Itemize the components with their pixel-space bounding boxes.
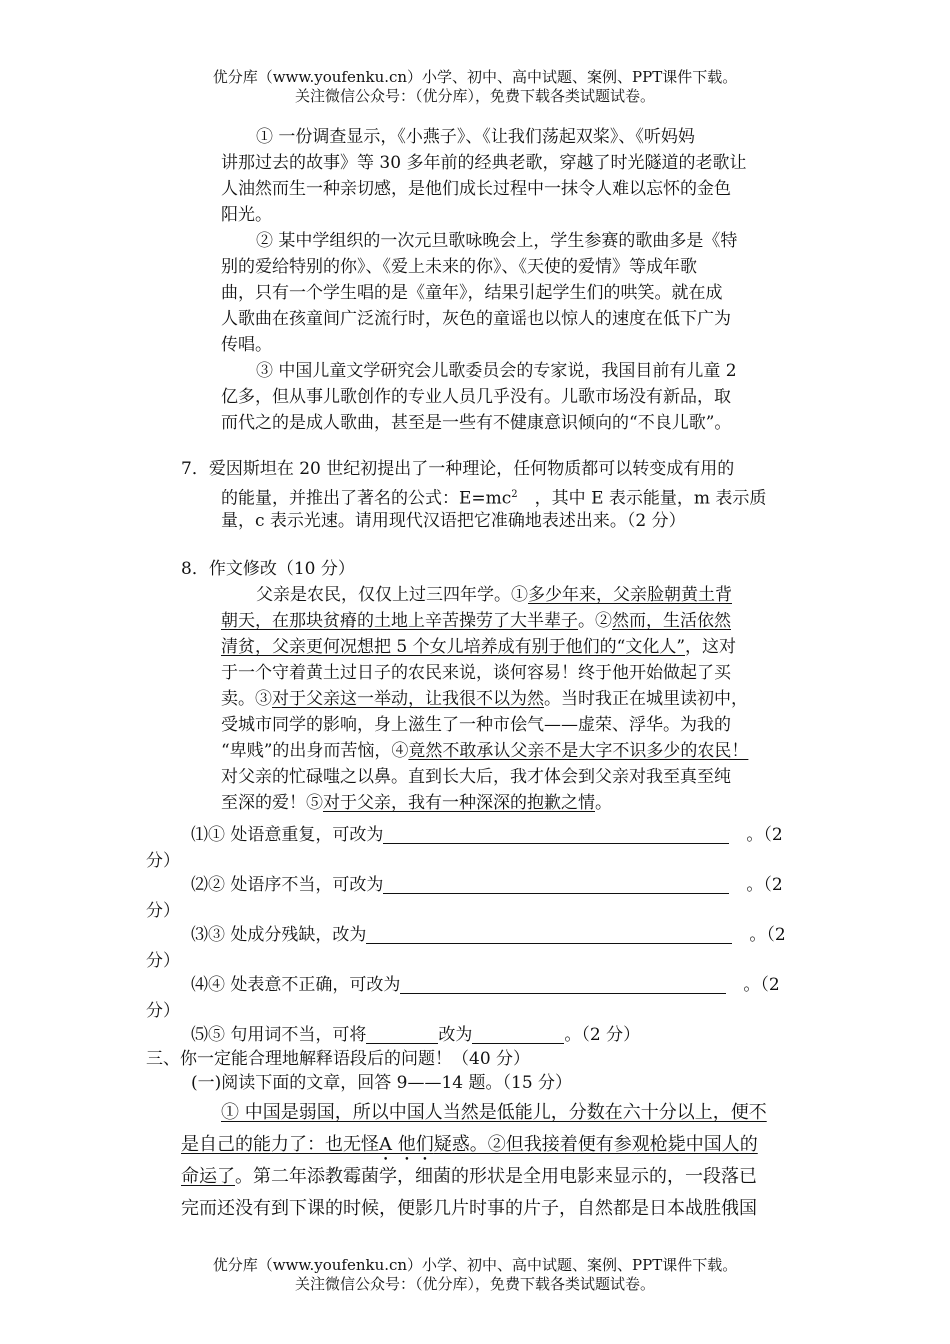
answer-blank[interactable] bbox=[366, 1025, 438, 1044]
q8-text: “卑贱”的出身而苦恼，④ bbox=[221, 741, 409, 761]
q7-line: 7．爱因斯坦在 20 世纪初提出了一种理论，任何物质都可以转变成有用的 bbox=[181, 459, 735, 479]
sub-question-text: ⑸⑤ 句用词不当，可将 bbox=[191, 1025, 367, 1045]
material-line: 人歌曲在孩童间广泛流行时，灰色的童谣也以惊人的速度在低下广为 bbox=[221, 309, 731, 329]
header-line-1: 优分库（www.youfenku.cn）小学、初中、高中试题、案例、PPT课件下载。 bbox=[212, 68, 738, 86]
material-line: ② 某中学组织的一次元旦歌咏晚会上，学生参赛的歌曲多是《特 bbox=[256, 231, 738, 251]
answer-blank[interactable] bbox=[383, 875, 729, 894]
q8-line bbox=[221, 686, 748, 712]
reading-underlined-text: 是自己的能力了：也无怪 bbox=[181, 1134, 379, 1155]
reading-underlined-text: 疑惑。②但我接着便有参观枪毙中国人的 bbox=[433, 1134, 758, 1155]
section-title: 三、你一定能合理地解释语段后的问题！（40 分） bbox=[146, 1049, 531, 1069]
material-line: ③ 中国儿童文学研究会儿歌委员会的专家说，我国目前有儿童 2 bbox=[256, 361, 737, 381]
q8-underlined-text: 竟然不敢承认父亲不是大字不识多少的农民！ bbox=[408, 741, 749, 761]
sub-question-1 bbox=[191, 822, 783, 848]
points-wrap: 分） bbox=[146, 851, 180, 871]
footer-line-2: 关注微信公众号：（优分库），免费下载各类试题试卷。 bbox=[294, 1275, 655, 1293]
q7-line: 量，c 表示光速。请用现代汉语把它准确地表述出来。（2 分） bbox=[221, 511, 686, 531]
points-wrap: 分） bbox=[146, 901, 180, 921]
q8-underlined-text: 对于父亲这一举动，让我很不以为然 bbox=[272, 689, 544, 709]
sub-question-2 bbox=[191, 872, 783, 898]
q8-underlined-text: 清贫，父亲更何况想把 5 个女儿培养成有别于他们的“文化人” bbox=[221, 637, 686, 657]
answer-blank[interactable] bbox=[400, 975, 726, 994]
q8-text: 父亲是农民，仅仅上过三四年学。① bbox=[256, 585, 528, 605]
sub-question-3 bbox=[191, 922, 786, 948]
q8-line: 受城市同学的影响，身上滋生了一种市侩气——虚荣、浮华。为我的 bbox=[221, 715, 731, 735]
reading-line bbox=[221, 1098, 767, 1128]
sub-question-text: ⑵② 处语序不当，可改为 bbox=[191, 875, 384, 895]
answer-blank[interactable] bbox=[366, 925, 732, 944]
sub-question-points: 。（2 bbox=[749, 925, 786, 945]
sub-question-5 bbox=[191, 1022, 640, 1048]
section-subtitle: (一)阅读下面的文章，回答 9——14 题。（15 分） bbox=[191, 1073, 573, 1093]
material-line: 人油然而生一种亲切感，是他们成长过程中一抹令人难以忘怀的金色 bbox=[221, 179, 731, 199]
sub-question-points: 。（2 bbox=[743, 975, 780, 995]
q8-underlined-text: 朝天，在那块贫瘠的土地上辛苦操劳了大半辈子 bbox=[221, 611, 578, 631]
points-wrap: 分） bbox=[146, 1001, 180, 1021]
points-wrap: 分） bbox=[146, 951, 180, 971]
q8-underlined-text: 然而，生活依然 bbox=[612, 611, 731, 631]
material-line: 别的爱给特别的你》、《爱上未来的你》、《天使的爱情》等成年歌 bbox=[221, 257, 697, 277]
q8-line: 于一个守着黄土过日子的农民来说，谈何容易！终于他开始做起了买 bbox=[221, 663, 731, 683]
q8-line bbox=[221, 634, 736, 660]
page-header bbox=[0, 68, 950, 106]
material-line: 传唱。 bbox=[221, 335, 272, 355]
sub-question-4 bbox=[191, 972, 780, 998]
answer-blank[interactable] bbox=[472, 1025, 564, 1044]
footer-line-1: 优分库（www.youfenku.cn）小学、初中、高中试题、案例、PPT课件下载。 bbox=[212, 1256, 738, 1274]
q8-text: 。当时我正在城里读初中， bbox=[544, 689, 748, 709]
reading-line bbox=[181, 1130, 758, 1165]
q8-title: 8．作文修改（10 分） bbox=[181, 559, 355, 579]
reading-text: 。第二年添教霉菌学，细菌的形状是全用电影来显示的，一段落已 bbox=[235, 1166, 757, 1187]
answer-blank[interactable] bbox=[383, 825, 729, 844]
sub-question-points: 。（2 分） bbox=[564, 1025, 641, 1045]
reading-underlined-text: ① 中国是弱国，所以中国人当然是低能儿，分数在六十分以上，便不 bbox=[221, 1102, 767, 1123]
material-line: 亿多，但从事儿歌创作的专业人员几乎没有。儿歌市场没有新品，取 bbox=[221, 387, 731, 407]
reading-emphasized-text: A 他们 bbox=[379, 1134, 434, 1155]
sub-question-points: 。（2 bbox=[746, 875, 783, 895]
q8-underlined-text: 多少年来，父亲脸朝黄土背 bbox=[528, 585, 732, 605]
reading-line bbox=[181, 1162, 757, 1192]
q8-line bbox=[221, 608, 731, 634]
q8-line bbox=[221, 738, 748, 764]
q8-text: 。② bbox=[578, 611, 612, 631]
sub-question-points: 。（2 bbox=[746, 825, 783, 845]
reading-underlined-text: 命运了 bbox=[181, 1166, 235, 1187]
q8-line: 对父亲的忙碌嗤之以鼻。直到长大后，我才体会到父亲对我至真至纯 bbox=[221, 767, 731, 787]
material-line: 曲，只有一个学生唱的是《童年》，结果引起学生们的哄笑。就在成 bbox=[221, 283, 723, 303]
material-line: 讲那过去的故事》等 30 多年前的经典老歌，穿越了时光隧道的老歌让 bbox=[221, 153, 747, 173]
reading-line: 完而还没有到下课的时候，便影几片时事的片子，自然都是日本战胜俄国 bbox=[181, 1198, 757, 1219]
material-line: ① 一份调查显示，《小燕子》、《让我们荡起双桨》、《听妈妈 bbox=[256, 127, 695, 147]
q8-line bbox=[256, 582, 732, 608]
sub-question-text: ⑷④ 处表意不正确，可改为 bbox=[191, 975, 401, 995]
q7-superscript: 2 bbox=[511, 489, 518, 500]
q8-underlined-text: 对于父亲，我有一种深深的抱歉之情 bbox=[323, 793, 595, 813]
q8-text: ，这对 bbox=[685, 637, 737, 657]
material-line: 阳光。 bbox=[221, 205, 272, 225]
material-line: 而代之的是成人歌曲，甚至是一些有不健康意识倾向的“不良儿歌”。 bbox=[221, 413, 732, 433]
q7-text: ，其中 E 表示能量，m 表示质 bbox=[517, 488, 767, 509]
q8-text: 至深的爱！⑤ bbox=[221, 793, 323, 813]
q8-line bbox=[221, 790, 612, 816]
sub-question-text: ⑶③ 处成分残缺，改为 bbox=[191, 925, 367, 945]
sub-question-text: ⑴① 处语意重复，可改为 bbox=[191, 825, 384, 845]
q8-text: 卖。③ bbox=[221, 689, 272, 709]
q7-text: 的能量，并推出了著名的公式：E=mc bbox=[221, 488, 512, 509]
q8-text: 。 bbox=[595, 793, 612, 813]
page-footer bbox=[0, 1256, 950, 1294]
header-line-2: 关注微信公众号：（优分库），免费下载各类试题试卷。 bbox=[294, 87, 655, 105]
sub-question-text: 改为 bbox=[438, 1025, 473, 1045]
